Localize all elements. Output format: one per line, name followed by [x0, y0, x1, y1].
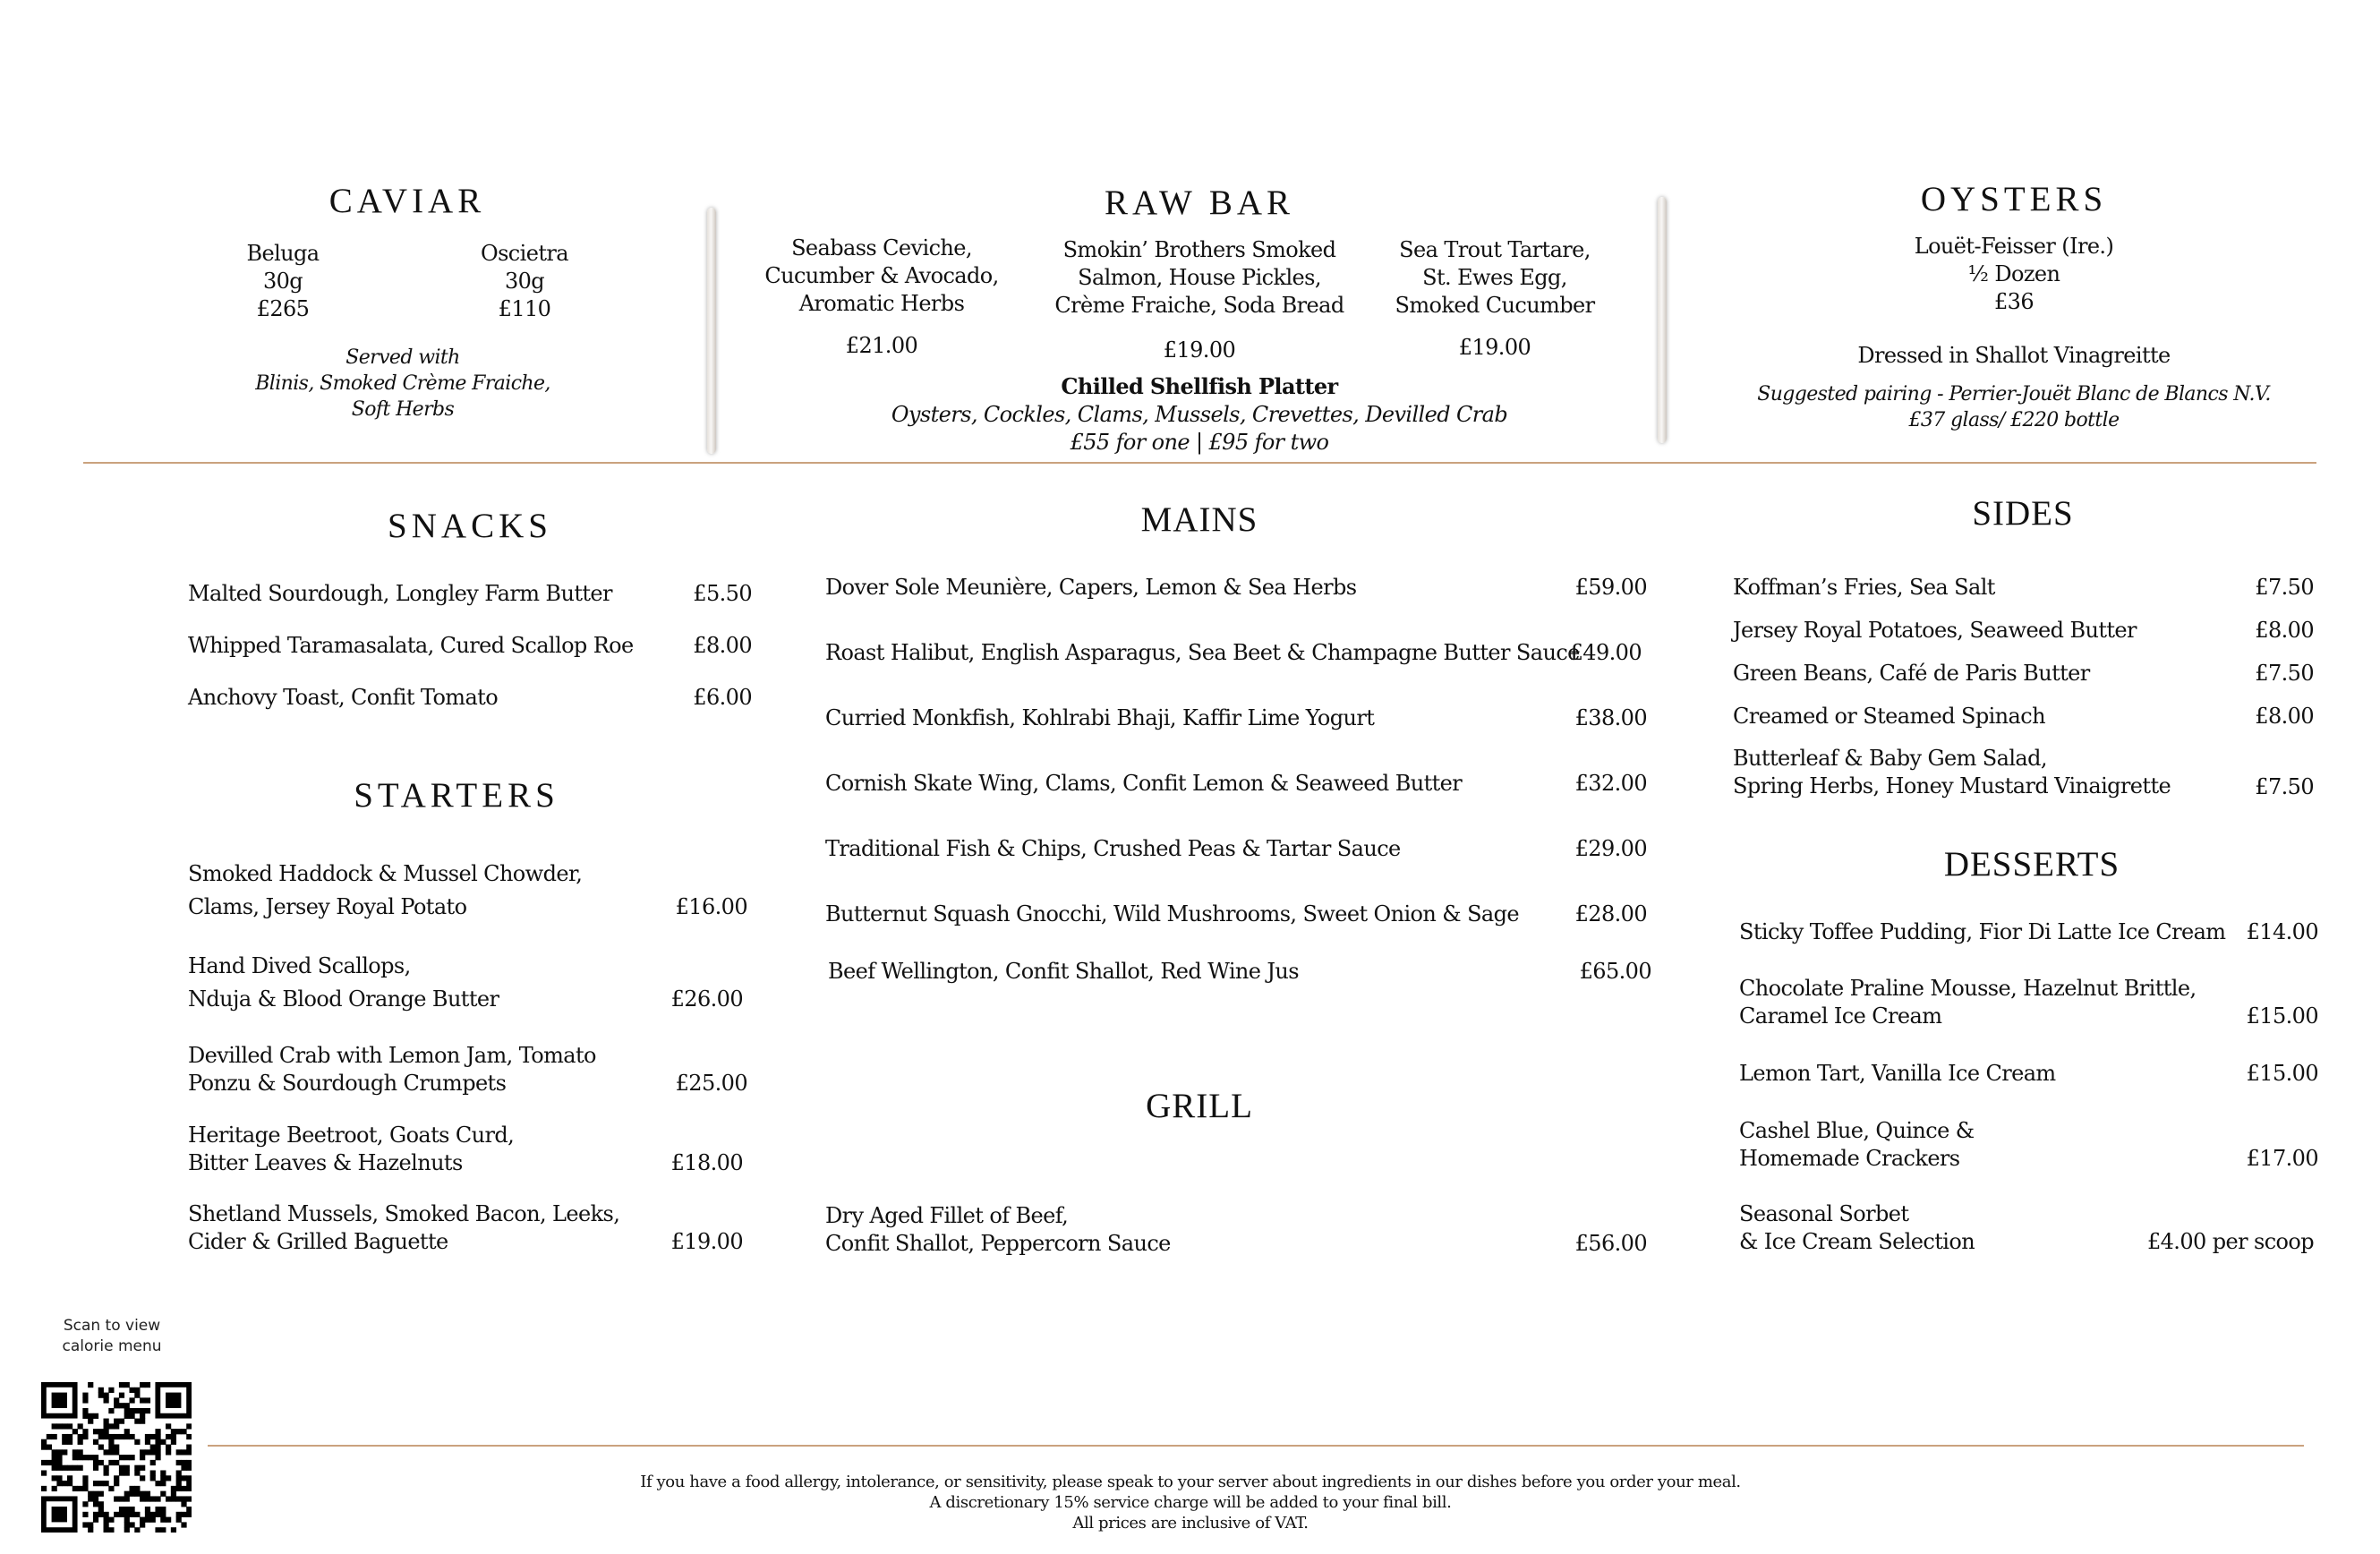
dessert-price: £14.00: [2246, 919, 2318, 944]
main-price: £32.00: [1574, 771, 1647, 796]
rawbar-price: £21.00: [845, 333, 918, 358]
grill-title: GRILL: [1146, 1087, 1253, 1125]
main-price: £65.00: [1579, 959, 1651, 984]
dessert-line: Homemade Crackers: [1739, 1146, 1960, 1171]
dessert-line: Cashel Blue, Quince &: [1739, 1118, 1975, 1143]
main-item: Curried Monkfish, Kohlrabi Bhaji, Kaffir Lime Yogurt: [825, 705, 1375, 730]
oysters-dressed: Dressed in Shallot Vinagreitte: [1857, 343, 2171, 368]
rawbar-line: Seabass Ceviche,: [791, 235, 972, 260]
oscietra-size: 30g: [504, 269, 545, 294]
dessert-price: £15.00: [2246, 1003, 2318, 1029]
section-rule: [83, 462, 2316, 464]
oysters-line: ½ Dozen: [1967, 261, 2060, 286]
snack-item: Anchovy Toast, Confit Tomato: [188, 685, 499, 710]
snack-price: £5.50: [693, 581, 752, 606]
starter-line: Cider & Grilled Baguette: [188, 1229, 448, 1254]
dessert-line: & Ice Cream Selection: [1739, 1229, 1975, 1254]
side-line: Spring Herbs, Honey Mustard Vinaigrette: [1733, 773, 2171, 798]
dessert-price: £17.00: [2246, 1146, 2318, 1171]
caviar-oscietra: [453, 240, 596, 323]
rawbar-item: [1374, 236, 1616, 320]
rawbar-line: St. Ewes Egg,: [1422, 265, 1567, 290]
starter-item: [188, 952, 499, 1013]
side-price: £8.00: [2255, 618, 2314, 643]
starter-line: Smoked Haddock & Mussel Chowder,: [188, 861, 583, 886]
caviar-beluga: [211, 240, 354, 323]
starter-price: £25.00: [675, 1071, 747, 1096]
main-item: Butternut Squash Gnocchi, Wild Mushrooms, Sweet Onion & Sage: [825, 901, 1519, 926]
main-price: £59.00: [1574, 575, 1647, 600]
rawbar-line: Smoked Cucumber: [1395, 293, 1595, 318]
rawbar-line: Crème Fraiche, Soda Bread: [1054, 293, 1344, 318]
side-price: £7.50: [2255, 661, 2314, 686]
rawbar-line: Smokin’ Brothers Smoked: [1062, 237, 1336, 262]
rawbar-item: [752, 235, 1011, 318]
oysters-line: £36: [1993, 289, 2034, 314]
dessert-item: [1739, 975, 2197, 1030]
divider-pillar: [1658, 197, 1667, 443]
main-price: £28.00: [1574, 901, 1647, 926]
starter-line: Nduja & Blood Orange Butter: [188, 986, 499, 1012]
main-item: Beef Wellington, Confit Shallot, Red Wine Jus: [828, 959, 1300, 984]
rawbar-line: Salmon, House Pickles,: [1078, 265, 1321, 290]
dessert-line: Seasonal Sorbet: [1739, 1201, 1909, 1226]
oscietra-name: Oscietra: [481, 241, 568, 266]
oysters-line: Louët-Feisser (Ire.): [1914, 234, 2114, 259]
main-item: Roast Halibut, English Asparagus, Sea Beet & Champagne Butter Sauce: [825, 640, 1580, 665]
platter-desc: Oysters, Cockles, Clams, Mussels, Crevettes, Devilled Crab: [891, 402, 1508, 427]
starter-line: Heritage Beetroot, Goats Curd,: [188, 1123, 515, 1148]
starter-item: [188, 860, 582, 921]
starter-line: Shetland Mussels, Smoked Bacon, Leeks,: [188, 1201, 620, 1226]
qr-code[interactable]: [41, 1382, 192, 1533]
grill-line: Confit Shallot, Peppercorn Sauce: [825, 1231, 1171, 1256]
starter-price: £19.00: [670, 1229, 743, 1254]
platter-title: Chilled Shellfish Platter: [1061, 373, 1338, 399]
grill-price: £56.00: [1574, 1231, 1647, 1256]
footer-line: All prices are inclusive of VAT.: [1072, 1514, 1309, 1533]
qr-caption-line: Scan to view: [63, 1317, 161, 1335]
main-price: £49.00: [1569, 640, 1642, 665]
snack-item: Whipped Taramasalata, Cured Scallop Roe: [188, 633, 634, 658]
pairing-line: £37 glass/ £220 bottle: [1908, 409, 2120, 431]
main-price: £29.00: [1574, 836, 1647, 861]
dessert-item: Lemon Tart, Vanilla Ice Cream: [1739, 1061, 2056, 1086]
starters-title: STARTERS: [354, 776, 559, 815]
qr-caption-line: calorie menu: [62, 1337, 162, 1355]
side-item: Koffman’s Fries, Sea Salt: [1733, 575, 1995, 600]
dessert-item: [1739, 1200, 1975, 1256]
dessert-item: [1739, 1117, 1975, 1173]
beluga-size: 30g: [262, 269, 303, 294]
side-price: £7.50: [2255, 575, 2314, 600]
footer-notes: [430, 1472, 1951, 1533]
starter-line: Devilled Crab with Lemon Jam, Tomato: [188, 1043, 596, 1068]
starter-price: £26.00: [670, 986, 743, 1012]
snack-item: Malted Sourdough, Longley Farm Butter: [188, 581, 612, 606]
starter-line: Clams, Jersey Royal Potato: [188, 894, 467, 919]
oscietra-price: £110: [498, 296, 551, 321]
platter-price: £55 for one | £95 for two: [1070, 430, 1329, 455]
dessert-line: Caramel Ice Cream: [1739, 1003, 1942, 1029]
side-item: Creamed or Steamed Spinach: [1733, 704, 2045, 729]
served-line: Blinis, Smoked Crème Fraiche,: [255, 372, 550, 395]
side-item: Jersey Royal Potatoes, Seaweed Butter: [1733, 618, 2137, 643]
rawbar-line: Sea Trout Tartare,: [1399, 237, 1591, 262]
caviar-title: CAVIAR: [328, 182, 486, 220]
footer-line: If you have a food allergy, intolerance, or sensitivity, please speak to your server about ingredients in our dishes before you order your meal.: [640, 1473, 1741, 1491]
oysters-details: [1880, 233, 2148, 316]
snack-price: £8.00: [693, 633, 752, 658]
main-price: £38.00: [1574, 705, 1647, 730]
footer-rule: [208, 1445, 2304, 1447]
oysters-title: OYSTERS: [1920, 180, 2108, 218]
dessert-price: £15.00: [2246, 1061, 2318, 1086]
mains-title: MAINS: [1140, 500, 1258, 539]
served-line: Served with: [345, 346, 460, 369]
dessert-price: £4.00 per scoop: [2146, 1229, 2314, 1254]
rawbar-line: Aromatic Herbs: [798, 291, 965, 316]
dessert-line: Chocolate Praline Mousse, Hazelnut Brittle,: [1739, 976, 2197, 1001]
footer-line: A discretionary 15% service charge will be added to your final bill.: [929, 1493, 1452, 1512]
side-line: Butterleaf & Baby Gem Salad,: [1733, 746, 2047, 771]
dessert-item: Sticky Toffee Pudding, Fior Di Latte Ice Cream: [1739, 919, 2226, 944]
grill-item: [825, 1202, 1171, 1258]
served-line: Soft Herbs: [351, 398, 455, 421]
desserts-title: DESSERTS: [1943, 845, 2120, 884]
snacks-title: SNACKS: [388, 507, 552, 545]
rawbar-item: [1052, 236, 1347, 320]
starter-price: £18.00: [670, 1150, 743, 1175]
starter-line: Ponzu & Sourdough Crumpets: [188, 1071, 507, 1096]
main-item: Cornish Skate Wing, Clams, Confit Lemon & Seaweed Butter: [825, 771, 1463, 796]
qr-caption: [36, 1316, 188, 1357]
divider-pillar: [707, 208, 716, 454]
side-price: £7.50: [2255, 774, 2314, 799]
starter-item: [188, 1200, 619, 1256]
sides-title: SIDES: [1972, 494, 2074, 533]
rawbar-price: £19.00: [1163, 337, 1236, 363]
rawbar-line: Cucumber & Avocado,: [764, 263, 999, 288]
beluga-price: £265: [256, 296, 310, 321]
rawbar-title: RAW BAR: [1104, 184, 1295, 222]
pairing-line: Suggested pairing - Perrier-Jouët Blanc de Blancs N.V.: [1757, 383, 2271, 406]
starter-line: Bitter Leaves & Hazelnuts: [188, 1150, 463, 1175]
beluga-name: Beluga: [246, 241, 320, 266]
snack-price: £6.00: [693, 685, 752, 710]
side-item: Green Beans, Café de Paris Butter: [1733, 661, 2090, 686]
side-item: [1733, 745, 2171, 800]
starter-line: Hand Dived Scallops,: [188, 953, 411, 978]
grill-line: Dry Aged Fillet of Beef,: [825, 1203, 1069, 1228]
main-item: Dover Sole Meunière, Capers, Lemon & Sea Herbs: [825, 575, 1357, 600]
rawbar-price: £19.00: [1458, 335, 1531, 360]
starter-price: £16.00: [675, 894, 747, 919]
starter-item: [188, 1042, 596, 1097]
starter-item: [188, 1122, 514, 1177]
oysters-pairing: [1736, 381, 2291, 433]
side-price: £8.00: [2255, 704, 2314, 729]
main-item: Traditional Fish & Chips, Crushed Peas & Tartar Sauce: [825, 836, 1401, 861]
caviar-served: [224, 345, 582, 423]
